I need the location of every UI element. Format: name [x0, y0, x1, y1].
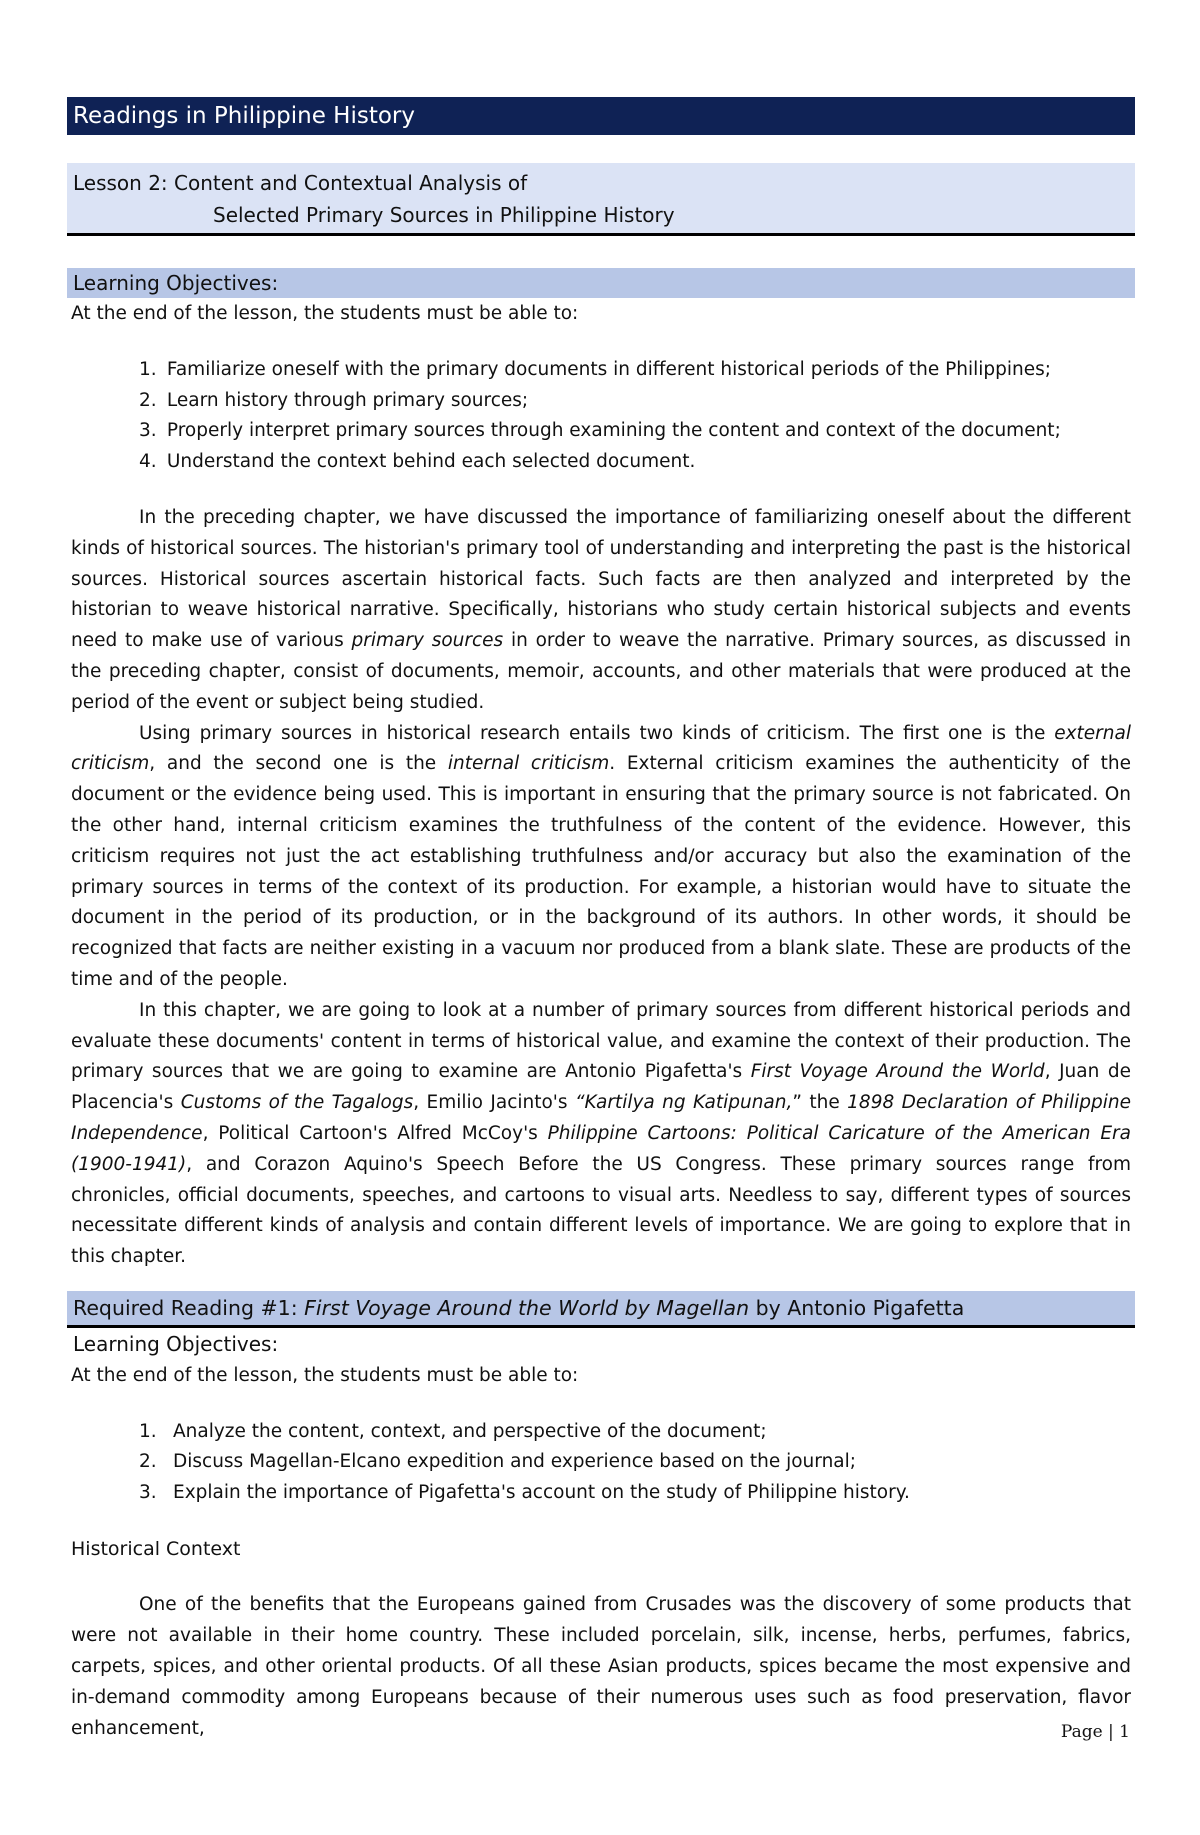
list-item: 4. Understand the context behind each selected document. [139, 450, 696, 472]
objectives-list [67, 355, 1135, 477]
paragraph: Using primary sources in historical research entails two kinds of criticism. The first one is the external criticism, and the second one is the internal criticism. External criticism examines the authenticity of the document or the evidence being used. This is important in ensuring that the primary source is not fabricated. On the other hand, internal criticism examines the truthfulness of the content of the evidence. However, this criticism requires not just the act establishing truthfulness and/or accuracy but also the examination of the primary sources in terms of the context of its production. For example, a historian would have to situate the document in the period of its production, or in the background of its authors. In other words, it should be recognized that facts are neither existing in a vacuum nor produced from a blank slate. These are products of the time and of the people. [71, 722, 1131, 990]
learning-objectives-heading: Learning Objectives: [67, 268, 1135, 298]
lesson-title-line-2: Selected Primary Sources in Philippine History [213, 203, 675, 227]
list-item: 3. Explain the importance of Pigafetta's account on the study of Philippine history. [139, 1481, 910, 1503]
paragraph: In this chapter, we are going to look at a number of primary sources from different historical periods and evaluate these documents' content in terms of historical value, and examine the context of their production. The primary sources that we are going to examine are Antonio Pigafetta's First Voyage Around the World, Juan de Placencia's Customs of the Tagalogs, Emilio Jacinto's “Kartilya ng Katipunan,” the 1898 Declaration of Philippine Independence, Political Cartoon's Alfred McCoy's Philippine Cartoons: Political Caricature of the American Era (1900-1941), and Corazon Aquino's Speech Before the US Congress. These primary sources range from chronicles, official documents, speeches, and cartoons to visual arts. Needless to say, different types of sources necessitate different kinds of analysis and contain different levels of importance. We are going to explore that in this chapter. [71, 999, 1132, 1268]
historical-context-text [67, 1590, 1135, 1744]
lesson-heading [67, 163, 1135, 236]
document-page [67, 97, 1135, 1744]
learning-objectives-heading: Learning Objectives: [73, 1331, 279, 1356]
objectives-intro: At the end of the lesson, the students must be able to: [71, 303, 579, 324]
paragraph: One of the benefits that the Europeans gained from Crusades was the discovery of some products that were not available in their home country. These included porcelain, silk, incense, herbs, perfumes, fabrics, carpets, spices, and other oriental products. Of all these Asian products, spices became the most expensive and in-demand commodity among Europeans because of their numerous uses such as food preservation, flavor enhancement, [71, 1594, 1131, 1739]
paragraph: In the preceding chapter, we have discussed the importance of familiarizing oneself about the different kinds of historical sources. The historian's primary tool of understanding and interpreting the past is the historical sources. Historical sources ascertain historical facts. Such facts are then analyzed and interpreted by the historian to weave historical narrative. Specifically, historians who study certain historical subjects and events need to make use of various primary sources in order to weave the narrative. Primary sources, as discussed in the preceding chapter, consist of documents, memoir, accounts, and other materials that were produced at the period of the event or subject being studied. [71, 507, 1131, 713]
objectives-list [67, 1417, 1135, 1509]
list-item: 1. Analyze the content, context, and perspective of the document; [139, 1420, 767, 1442]
reading-title: First Voyage Around the World by Magellan [304, 1295, 750, 1320]
page-number: Page | 1 [1060, 1722, 1130, 1742]
list-item: 2. Learn history through primary sources; [139, 389, 529, 411]
objectives-intro: At the end of the lesson, the students must be able to: [71, 1364, 579, 1386]
list-item: 3. Properly interpret primary sources through examining the content and context of the document; [139, 420, 1061, 441]
introduction-text [67, 503, 1135, 1273]
list-item: 2. Discuss Magellan-Elcano expedition and experience based on the journal; [139, 1451, 857, 1473]
required-reading-heading: Required Reading #1: First Voyage Around the World by Magellan by Antonio Pigafetta [67, 1291, 1135, 1328]
section-heading: Historical Context [71, 1538, 241, 1561]
course-title: Readings in Philippine History [67, 97, 1135, 135]
list-item: 1. Familiarize oneself with the primary documents in different historical periods of the Philippines; [139, 359, 1052, 380]
lesson-title-line-1: Lesson 2: Content and Contextual Analysis of [73, 171, 528, 195]
